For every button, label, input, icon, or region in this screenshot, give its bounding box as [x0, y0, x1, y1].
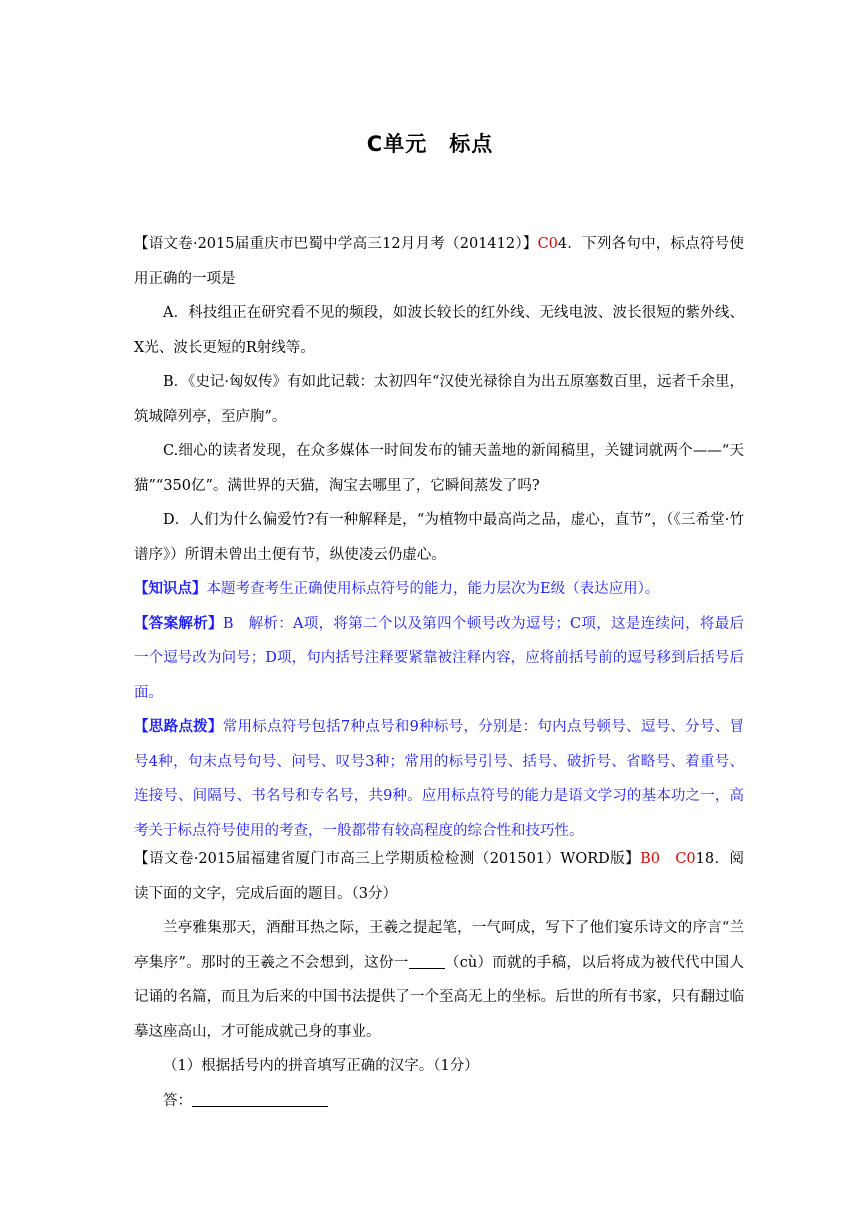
question-1-stem: [134, 227, 744, 296]
question-1-code: C0: [537, 236, 558, 252]
answer-prefix: 答：: [163, 1092, 192, 1109]
thinking-label: 【思路点拨】: [134, 718, 223, 735]
answer-blank-line[interactable]: [192, 1088, 328, 1107]
answer-text: B 解析：A项，将第二个以及第四个顿号改为逗号；C项，这是连续问，将最后一个逗号改为问号；D项，句内括号注释要紧靠被注释内容，应将前括号前的逗号移到后括号后面。: [134, 615, 745, 701]
answer-label: 【答案解析】: [134, 614, 223, 632]
page-title: C单元 标点: [366, 132, 494, 156]
passage-part-b: （cù）而就的手稿，以后将成为被代代中国人记诵的名篇，而且为后来的中国书法提供了一个至高无上的坐标。后世的所有书家，只有翻过临摹这座高山，才可能成就己身的事业。: [134, 954, 744, 1040]
question-2-stem-text: 18．阅读下面的文字，完成后面的题目。（3分）: [134, 851, 745, 902]
option-c: C.细心的读者发现，在众多媒体一时间发布的铺天盖地的新闻稿里，关键词就两个——“天猫”“350亿”。满世界的天猫，淘宝去哪里了，它瞬间蒸发了吗?: [134, 443, 744, 494]
option-a: A．科技组正在研究看不见的频段，如波长较长的红外线、无线电波、波长很短的紫外线、X光、波长更短的R射线等。: [134, 305, 744, 356]
knowledge-text: 本题考查考生正确使用标点符号的能力，能力层次为E级（表达应用）。: [206, 581, 660, 597]
passage-part-a: 兰亭雅集那天，酒酣耳热之际，王羲之提起笔，一气呵成，写下了他们宴乐诗文的序言“兰亭集序”。那时的王羲之不会想到，这份一: [134, 920, 744, 971]
question-1: [134, 227, 744, 848]
option-d: D．人们为什么偏爱竹?有一种解释是，“为植物中最高尚之品，虚心，直节”，（《三希堂·竹谱序》）所谓未曾出土便有节，纵使凌云仍虚心。: [134, 512, 744, 563]
question-2-code: B0 C0: [640, 851, 696, 867]
fill-blank-line[interactable]: [409, 950, 445, 969]
knowledge-point: [134, 572, 744, 607]
knowledge-label: 【知识点】: [134, 580, 207, 597]
question-1-stem-text: 4．下列各句中，标点符号使用正确的一项是: [134, 236, 745, 287]
question-2-source: 【语文卷·2015届福建省厦门市高三上学期质检检测（201501）WORD版】: [134, 851, 641, 867]
question-2-passage: [134, 911, 744, 1049]
option-b: B．《史记·匈奴传》有如此记载：太初四年“汉使光禄徐自为出五原塞数百里，远者千余里，筑城障列亭，至庐朐”。: [134, 374, 744, 425]
question-1-source: 【语文卷·2015届重庆市巴蜀中学高三12月月考（201412）】: [134, 236, 538, 252]
question-2: [134, 842, 744, 1118]
question-2-stem: [134, 842, 744, 911]
thinking-text: 常用标点符号包括7种点号和9种标号，分别是：句内点号顿号、逗号、分号、冒号4种，句末点号句号、问号、叹号3种；常用的标号引号、括号、破折号、省略号、着重号、连接号、间隔号、书名号和专名号，共9种。应用标点符号的能力是语文学习的基本功之一，高考关于标点符号使用的考查，一般都带有较高程度的综合性和技巧性。: [134, 719, 745, 839]
answer-analysis: [134, 607, 744, 711]
answer-line: [134, 1084, 744, 1119]
thinking-tips: [134, 710, 744, 848]
sub-question-1: （1）根据括号内的拼音填写正确的汉字。（1分）: [163, 1058, 479, 1074]
